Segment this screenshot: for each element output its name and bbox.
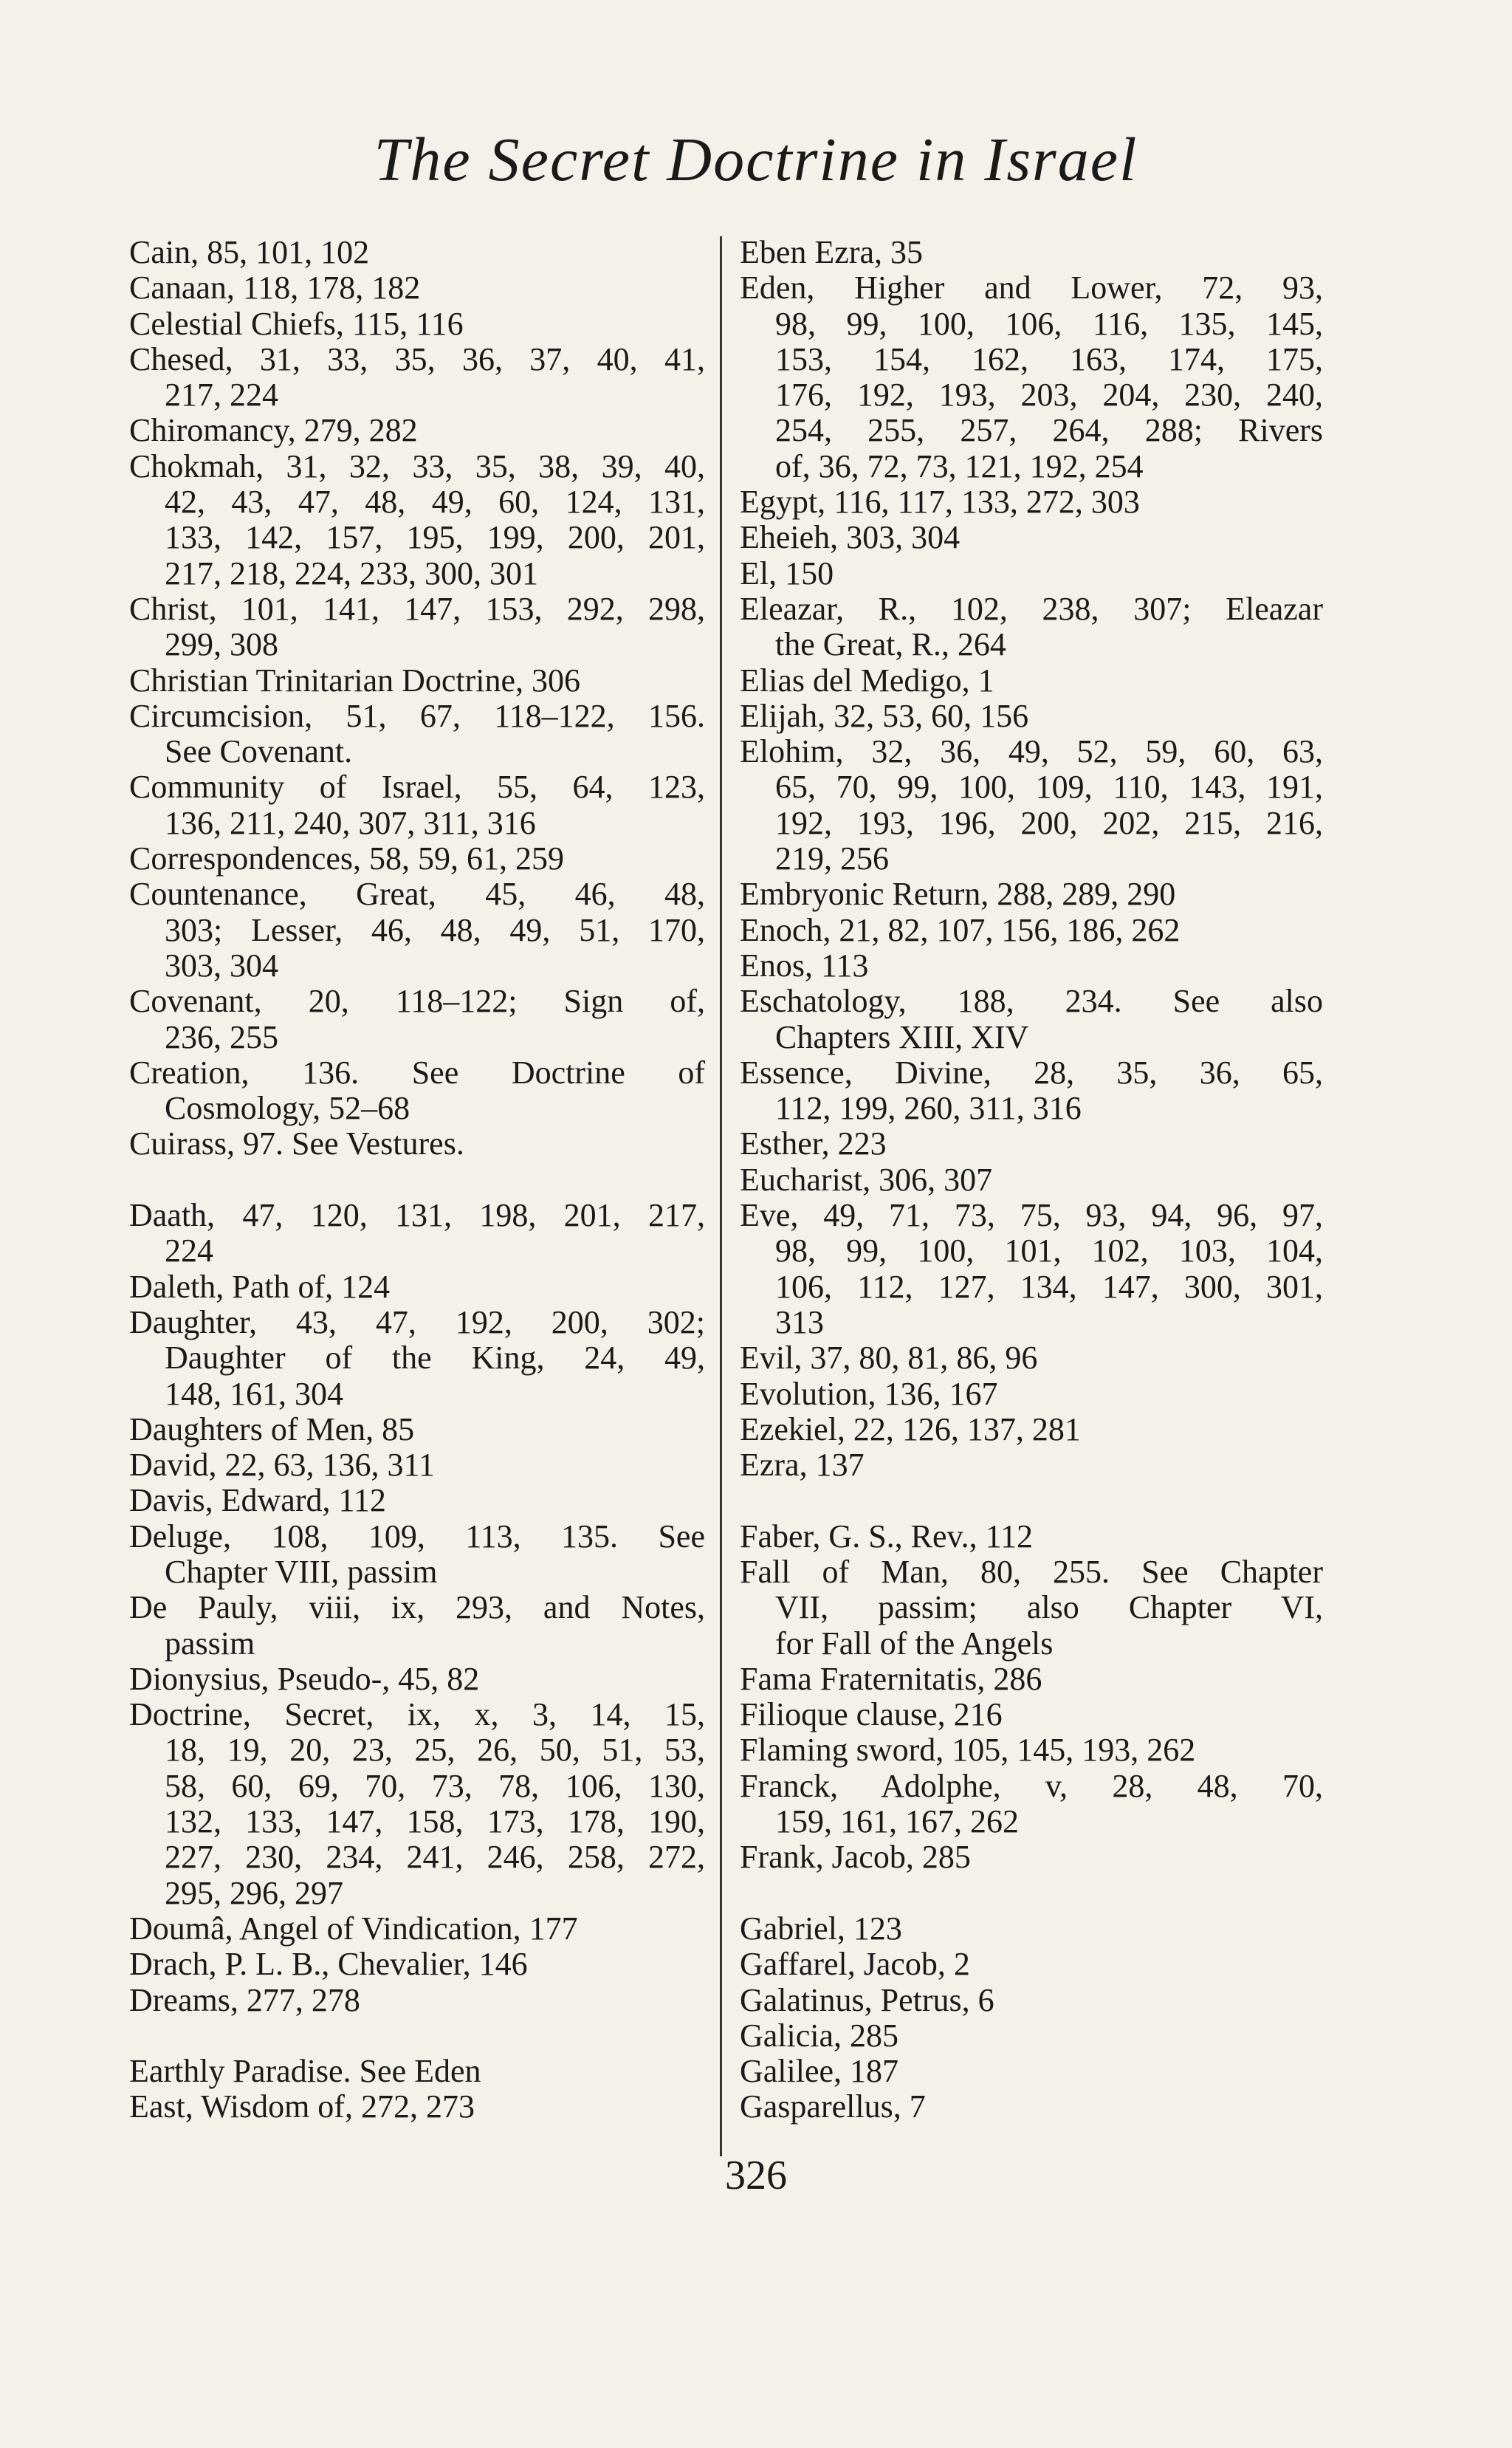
index-entry-continuation: 236, 255 xyxy=(165,1018,278,1055)
index-entry-line: Elijah, 32, 53, 60, 156 xyxy=(740,697,1029,734)
index-entry xyxy=(129,1447,705,1483)
page-title: The Secret Doctrine in Israel xyxy=(374,126,1138,194)
index-entry xyxy=(129,1198,705,1269)
index-entry-continuation: See Covenant. xyxy=(165,733,353,770)
index-entry-line: Cain, 85, 101, 102 xyxy=(129,234,370,270)
index-entry-continuation: Cosmology, 52–68 xyxy=(165,1090,410,1127)
index-entry-line: Flaming sword, 105, 145, 193, 262 xyxy=(740,1732,1196,1769)
index-entry xyxy=(129,663,705,699)
index-entry-line: Covenant, 20, 118–122; Sign of, xyxy=(129,983,705,1020)
index-entry xyxy=(129,1947,705,1982)
index-entry-line: Eben Ezra, 35 xyxy=(740,234,923,270)
index-entry-line: Galilee, 187 xyxy=(740,2053,899,2090)
index-entry xyxy=(740,1162,1323,1198)
index-entry-continuation: 42, 43, 47, 48, 49, 60, 124, 131, xyxy=(165,484,705,521)
index-entry-continuation: 295, 296, 297 xyxy=(165,1874,343,1911)
index-entry-line: Daughter, 43, 47, 192, 200, 302; xyxy=(129,1303,705,1340)
index-entry xyxy=(129,1483,705,1518)
index-entry xyxy=(740,948,1323,984)
index-entry xyxy=(740,1447,1323,1483)
index-entry-line: Egypt, 116, 117, 133, 272, 303 xyxy=(740,484,1140,521)
index-entry-continuation: 219, 256 xyxy=(775,840,889,877)
index-entry-continuation: Chapter VIII, passim xyxy=(165,1553,438,1590)
index-entry-line: Elias del Medigo, 1 xyxy=(740,662,994,699)
index-entry-line: Galatinus, Petrus, 6 xyxy=(740,1981,994,2018)
index-entry xyxy=(740,734,1323,877)
index-entry-continuation: passim xyxy=(165,1625,255,1662)
index-entry xyxy=(129,1697,705,1911)
index-entry-continuation: 176, 192, 193, 203, 204, 230, 240, xyxy=(775,377,1323,414)
index-entry-line: Daath, 47, 120, 131, 198, 201, 217, xyxy=(129,1197,705,1234)
section-gap xyxy=(740,1483,1323,1518)
index-entry-line: Deluge, 108, 109, 113, 135. See xyxy=(129,1518,705,1554)
index-entry-line: Eleazar, R., 102, 238, 307; Eleazar xyxy=(740,590,1323,627)
index-entry xyxy=(740,984,1323,1055)
index-entry-line: Community of Israel, 55, 64, 123, xyxy=(129,769,705,806)
index-entry xyxy=(129,1126,705,1162)
index-entry xyxy=(129,2089,705,2125)
index-entry-continuation: Daughter of the King, 24, 49, xyxy=(165,1340,705,1376)
index-entry xyxy=(740,663,1323,699)
index-entry-continuation: 98, 99, 100, 106, 116, 135, 145, xyxy=(775,305,1323,342)
index-entry-line: Correspondences, 58, 59, 61, 259 xyxy=(129,840,565,877)
index-entry-continuation: 303, 304 xyxy=(165,947,278,984)
index-entry xyxy=(740,1732,1323,1768)
index-entry-line: Esther, 223 xyxy=(740,1125,887,1162)
index-entry xyxy=(129,1305,705,1412)
index-entry-line: Embryonic Return, 288, 289, 290 xyxy=(740,876,1176,913)
index-entry-continuation: Chapters XIII, XIV xyxy=(775,1018,1029,1055)
index-entry-line: Eucharist, 306, 307 xyxy=(740,1161,993,1198)
section-gap xyxy=(740,1876,1323,1911)
section-gap xyxy=(129,2018,705,2054)
index-entry-continuation: 254, 255, 257, 264, 288; Rivers xyxy=(775,412,1323,449)
index-entry-continuation: 112, 199, 260, 311, 316 xyxy=(775,1090,1082,1127)
index-entry xyxy=(740,1198,1323,1340)
index-entry-continuation: 133, 142, 157, 195, 199, 200, 201, xyxy=(165,519,705,556)
index-entry xyxy=(740,1412,1323,1447)
index-entry xyxy=(740,1055,1323,1127)
index-entry xyxy=(740,877,1323,912)
index-entry-line: El, 150 xyxy=(740,555,834,592)
index-entry xyxy=(740,1519,1323,1554)
index-entry-continuation: 192, 193, 196, 200, 202, 215, 216, xyxy=(775,804,1323,841)
index-entry xyxy=(129,699,705,770)
index-entry-line: David, 22, 63, 136, 311 xyxy=(129,1447,435,1484)
index-entry-line: Davis, Edward, 112 xyxy=(129,1482,386,1519)
index-entry xyxy=(129,449,705,592)
index-entry-line: Ezra, 137 xyxy=(740,1447,865,1484)
index-entry-line: Gaffarel, Jacob, 2 xyxy=(740,1946,970,1983)
index-entry-line: Evil, 37, 80, 81, 86, 96 xyxy=(740,1340,1038,1376)
index-entry xyxy=(129,769,705,841)
index-entry-continuation: 313 xyxy=(775,1303,824,1340)
index-entry xyxy=(740,1126,1323,1162)
index-entry-continuation: of, 36, 72, 73, 121, 192, 254 xyxy=(775,448,1144,484)
index-entry-continuation: 303; Lesser, 46, 48, 49, 51, 170, xyxy=(165,911,705,948)
index-entry xyxy=(129,592,705,663)
index-entry xyxy=(740,520,1323,555)
index-entry xyxy=(129,235,705,270)
index-entry xyxy=(129,306,705,342)
index-entry-line: Franck, Adolphe, v, 28, 48, 70, xyxy=(740,1767,1323,1804)
index-entry-line: Ezekiel, 22, 126, 137, 281 xyxy=(740,1410,1081,1447)
index-entry xyxy=(129,841,705,877)
index-entry xyxy=(129,1055,705,1127)
index-entry-continuation: 159, 161, 167, 262 xyxy=(775,1803,1019,1840)
index-entry-continuation: 132, 133, 147, 158, 173, 178, 190, xyxy=(165,1803,705,1840)
index-entry-line: Circumcision, 51, 67, 118–122, 156. xyxy=(129,697,705,734)
index-entry xyxy=(129,877,705,984)
index-entry xyxy=(740,1340,1323,1376)
index-entry-line: Cuirass, 97. See Vestures. xyxy=(129,1125,464,1162)
section-gap xyxy=(129,1162,705,1198)
index-entry-line: Celestial Chiefs, 115, 116 xyxy=(129,305,464,342)
index-entry-line: Christ, 101, 141, 147, 153, 292, 298, xyxy=(129,590,705,627)
index-entry-line: Gasparellus, 7 xyxy=(740,2088,926,2125)
index-entry-line: Eve, 49, 71, 73, 75, 93, 94, 96, 97, xyxy=(740,1197,1323,1234)
index-entry-line: Doctrine, Secret, ix, x, 3, 14, 15, xyxy=(129,1696,705,1733)
index-entry-line: Chokmah, 31, 32, 33, 35, 38, 39, 40, xyxy=(129,448,705,484)
index-entry xyxy=(740,592,1323,663)
index-entry-line: Gabriel, 123 xyxy=(740,1910,902,1947)
index-entry xyxy=(740,1840,1323,1875)
index-entry-line: Chiromancy, 279, 282 xyxy=(129,412,418,449)
index-entry-line: Drach, P. L. B., Chevalier, 146 xyxy=(129,1946,528,1983)
index-entry xyxy=(740,2018,1323,2054)
index-column-left xyxy=(129,235,705,2125)
index-entry xyxy=(740,1376,1323,1412)
index-entry xyxy=(740,2089,1323,2125)
index-entry xyxy=(129,1519,705,1591)
index-entry-line: Countenance, Great, 45, 46, 48, xyxy=(129,876,705,913)
index-entry xyxy=(129,270,705,306)
index-entry-line: Doumâ, Angel of Vindication, 177 xyxy=(129,1910,578,1947)
index-entry-continuation: 58, 60, 69, 70, 73, 78, 106, 130, xyxy=(165,1767,705,1804)
index-entry-line: Evolution, 136, 167 xyxy=(740,1375,998,1412)
index-entry-line: Christian Trinitarian Doctrine, 306 xyxy=(129,662,581,699)
index-entry-line: Dreams, 277, 278 xyxy=(129,1981,360,2018)
index-entry-continuation: 217, 224 xyxy=(165,377,278,414)
index-entry xyxy=(740,1769,1323,1840)
index-entry-line: Enos, 113 xyxy=(740,947,869,984)
column-divider xyxy=(720,236,722,2156)
index-entry-continuation: 153, 154, 162, 163, 174, 175, xyxy=(775,340,1323,377)
index-entry-line: East, Wisdom of, 272, 273 xyxy=(129,2088,475,2125)
index-entry-line: Galicia, 285 xyxy=(740,2017,899,2054)
index-entry-line: Daleth, Path of, 124 xyxy=(129,1268,391,1305)
index-entry xyxy=(129,342,705,414)
index-entry xyxy=(129,1662,705,1697)
index-entry-line: Eheieh, 303, 304 xyxy=(740,519,961,556)
index-column-right xyxy=(740,235,1323,2125)
index-entry xyxy=(740,484,1323,520)
index-entry-continuation: 98, 99, 100, 101, 102, 103, 104, xyxy=(775,1232,1323,1269)
index-entry xyxy=(740,1554,1323,1662)
index-entry-continuation: 136, 211, 240, 307, 311, 316 xyxy=(165,804,536,841)
index-entry xyxy=(740,699,1323,734)
index-entry-continuation: 217, 218, 224, 233, 300, 301 xyxy=(165,555,538,592)
index-entry-line: Earthly Paradise. See Eden xyxy=(129,2053,481,2090)
index-entry-line: Fama Fraternitatis, 286 xyxy=(740,1660,1042,1697)
index-entry-continuation: 227, 230, 234, 241, 246, 258, 272, xyxy=(165,1839,705,1876)
index-entry-line: Creation, 136. See Doctrine of xyxy=(129,1054,705,1091)
index-entry xyxy=(129,984,705,1055)
index-entry-line: Enoch, 21, 82, 107, 156, 186, 262 xyxy=(740,911,1181,948)
index-entry xyxy=(740,270,1323,484)
index-entry-line: De Pauly, viii, ix, 293, and Notes, xyxy=(129,1589,705,1626)
index-entry xyxy=(740,235,1323,270)
index-entry xyxy=(740,1911,1323,1947)
index-entry-continuation: 106, 112, 127, 134, 147, 300, 301, xyxy=(775,1268,1323,1305)
index-entry xyxy=(129,1590,705,1662)
index-entry-continuation: 224 xyxy=(165,1232,213,1269)
index-entry-continuation: the Great, R., 264 xyxy=(775,626,1006,663)
index-entry xyxy=(740,1983,1323,2018)
index-entry-line: Dionysius, Pseudo-, 45, 82 xyxy=(129,1660,480,1697)
index-entry-line: Essence, Divine, 28, 35, 36, 65, xyxy=(740,1054,1323,1091)
index-entry-line: Eschatology, 188, 234. See also xyxy=(740,983,1323,1020)
index-entry xyxy=(740,2054,1323,2089)
index-entry-continuation: for Fall of the Angels xyxy=(775,1625,1054,1662)
index-entry xyxy=(740,913,1323,948)
index-entry-line: Faber, G. S., Rev., 112 xyxy=(740,1518,1034,1554)
index-entry xyxy=(740,1697,1323,1732)
index-entry xyxy=(740,1947,1323,1982)
index-entry xyxy=(129,2054,705,2089)
index-entry-line: Chesed, 31, 33, 35, 36, 37, 40, 41, xyxy=(129,340,705,377)
index-entry-line: Eden, Higher and Lower, 72, 93, xyxy=(740,270,1323,306)
index-entry-continuation: VII, passim; also Chapter VI, xyxy=(775,1589,1323,1626)
index-entry xyxy=(129,1911,705,1947)
index-entry-line: Elohim, 32, 36, 49, 52, 59, 60, 63, xyxy=(740,733,1323,770)
index-entry-line: Daughters of Men, 85 xyxy=(129,1410,415,1447)
index-entry-continuation: 18, 19, 20, 23, 25, 26, 50, 51, 53, xyxy=(165,1732,705,1769)
index-entry-line: Canaan, 118, 178, 182 xyxy=(129,270,421,306)
index-entry-continuation: 148, 161, 304 xyxy=(165,1375,343,1412)
index-entry xyxy=(740,1662,1323,1697)
index-entry xyxy=(129,1983,705,2018)
index-entry-continuation: 299, 308 xyxy=(165,626,278,663)
index-entry-line: Filioque clause, 216 xyxy=(740,1696,1003,1733)
index-entry-line: Fall of Man, 80, 255. See Chapter xyxy=(740,1553,1323,1590)
index-entry xyxy=(129,413,705,448)
page-number: 326 xyxy=(725,2153,787,2198)
index-entry xyxy=(740,556,1323,592)
index-entry-continuation: 65, 70, 99, 100, 109, 110, 143, 191, xyxy=(775,769,1323,806)
index-entry-line: Frank, Jacob, 285 xyxy=(740,1839,971,1876)
index-entry xyxy=(129,1412,705,1447)
index-entry xyxy=(129,1269,705,1305)
